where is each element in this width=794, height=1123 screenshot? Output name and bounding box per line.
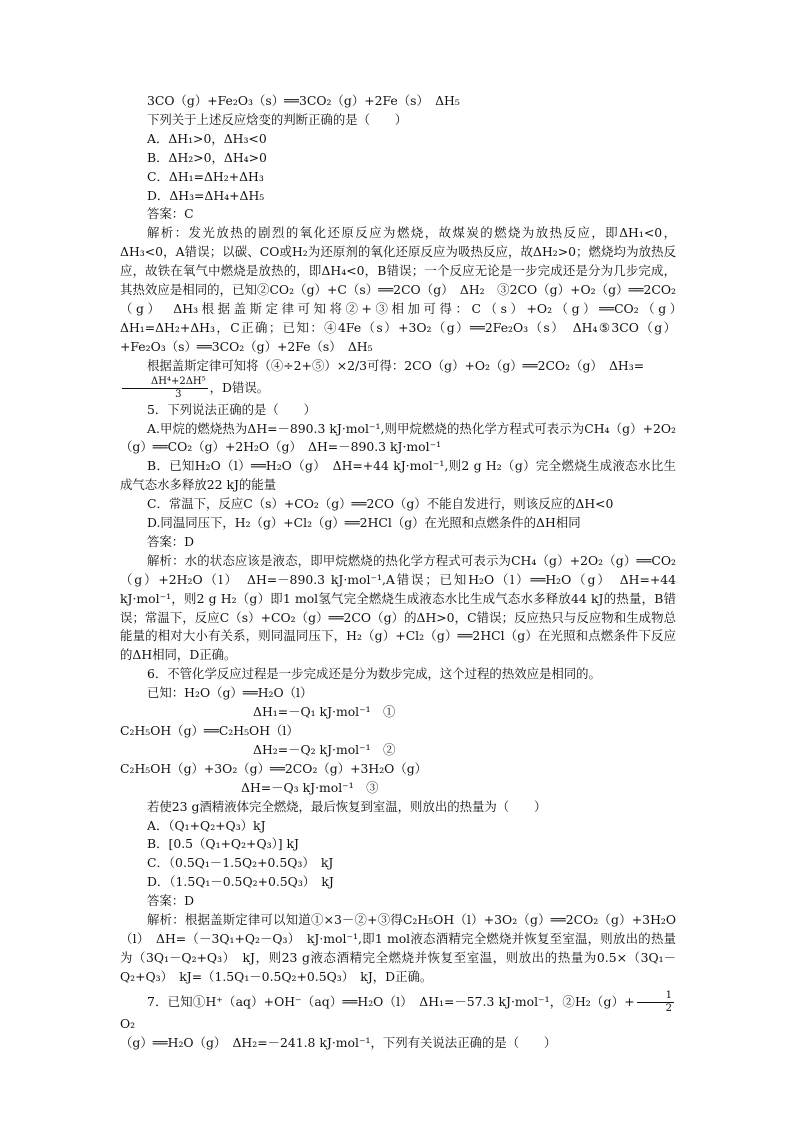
equation-line: 3CO（g）+Fe₂O₃（s）══3CO₂（g）+2Fe（s） ΔH₅ [147,93,460,108]
q6-option-a: A．（Q₁+Q₂+Q₃）kJ [147,817,266,833]
q5-option-c: C．常温下，反应C（s）+CO₂（g）══2CO（g）不能自发进行，则该反应的ΔH<0 [147,496,614,512]
option-b: B．ΔH₂>0，ΔH₄>0 [147,149,267,165]
q7-oxygen: O₂ [120,1015,136,1031]
fraction [122,376,208,401]
q7-text: 7．已知①H⁺（aq）+OH⁻（aq）══H₂O（l） ΔH₁=－57.3 kJ·mol⁻¹，②H₂（g）+ [147,993,635,1009]
q6-explanation: 解析：根据盖斯定律可以知道①×3－②+③得C₂H₅OH（l）+3O₂（g）══2CO₂（g）+3H₂O（l） ΔH=（－3Q₁+Q₂－Q₃） kJ·mol⁻¹,即1 mol液态酒精完全燃烧并恢复至室温，则放出的热量为（3Q₁－Q₂+Q₃） kJ，则23 g液态酒精完全燃烧并恢复至室温，则放出的热量为0.5×（3Q₁－Q₂+Q₃） kJ=（1.5Q₁－0.5Q₂+0.5Q₃） kJ，D正确。 [120,912,676,984]
q6-answer: 答案：D [147,893,195,909]
half-numerator: 1 [637,990,674,1003]
option-a: A．ΔH₁>0，ΔH₃<0 [147,130,267,146]
q6-option-b: B．[0.5（Q₁+Q₂+Q₃）] kJ [147,836,300,852]
half-denominator: 2 [665,1002,672,1014]
q6-enthalpy-3: ΔH=－Q₃ kJ·mol⁻¹ ③ [241,779,379,795]
fraction-numerator: ΔH⁴+2ΔH⁵ [122,376,208,389]
q6-known: 已知：H₂O（g）══H₂O（l） [147,685,313,701]
q7-text-continued: （g）══H₂O（g） ΔH₂=－241.8 kJ·mol⁻¹，下列有关说法正确的是（ ） [120,1034,557,1050]
explanation: 解析：发光放热的剧烈的氧化还原反应为燃烧，故煤炭的燃烧为放热反应，即ΔH₁<0，ΔH₃<0，A错误；以碳、CO或H₂为还原剂的氧化还原反应为吸热反应，故ΔH₂>0；燃烧均为放热反应，故铁在氧气中燃烧是放热的，即ΔH₄<0，B错误；一个反应无论是一步完成还是分为几步完成，其热效应是相同的，已知②CO₂（g）+C（s）══2CO（g） ΔH₂ ③2CO（g）+O₂（g）══2CO₂（g） ΔH₃根据盖斯定律可知将②+③相加可得：C（s）+O₂（g）══CO₂（g） ΔH₁=ΔH₂+ΔH₃，C正确；已知：④4Fe（s）+3O₂（g）══2Fe₂O₃（s） ΔH₄⑤3CO（g）+Fe₂O₃（s）══3CO₂（g）+2Fe（s） ΔH₅ [120,225,689,354]
answer: 答案：C [147,206,194,222]
q6-option-d: D．（1.5Q₁－0.5Q₂+0.5Q₃） kJ [147,874,334,890]
question-7 [120,990,676,1053]
q6-option-c: C．（0.5Q₁－1.5Q₂+0.5Q₃） kJ [147,855,334,871]
option-d: D．ΔH₃=ΔH₄+ΔH₅ [147,187,265,203]
question-5: 5．下列说法正确的是（ ） [147,401,316,417]
q5-option-d: D.同温同压下，H₂（g）+Cl₂（g）══2HCl（g）在光照和点燃条件的ΔH相同 [147,515,581,531]
question-6: 6．不管化学反应过程是一步完成还是分为数步完成，这个过程的热效应是相同的。 [147,666,601,682]
fraction-half [637,990,674,1015]
question-stem: 下列关于上述反应焓变的判断正确的是（ ） [147,111,408,127]
q6-enthalpy-1: ΔH₁=－Q₁ kJ·mol⁻¹ ① [253,704,396,720]
q6-stem: 若使23 g酒精液体完全燃烧，最后恢复到室温，则放出的热量为（ ） [147,798,547,814]
q5-option-a: A.甲烷的燃烧热为ΔH=－890.3 kJ·mol⁻¹,则甲烷燃烧的热化学方程式可表示为CH₄（g）+2O₂（g）══CO₂（g）+2H₂O（g） ΔH=－890.3 kJ·mol⁻¹ [120,420,676,455]
q5-explanation: 解析：水的状态应该是液态，即甲烷燃烧的热化学方程式可表示为CH₄（g）+2O₂（g）══CO₂（g）+2H₂O（l） ΔH=－890.3 kJ·mol⁻¹,A错误；已知H₂O（l）══H₂O（g） ΔH=+44 kJ·mol⁻¹，则2 g H₂（g）即1 mol氢气完全燃烧生成液态水比生成气态水多释放44 kJ的热量，B错误；常温下，反应C（s）+CO₂（g）══2CO（g）的ΔH>0，C错误；反应热只与反应物和生成物总能量的相对大小有关系，则同温同压下，H₂（g）+Cl₂（g）══2HCl（g）在光照和点燃条件下反应的ΔH相同，D正确。 [120,552,676,663]
q6-reaction-2: C₂H₅OH（g）══C₂H₅OH（l） [120,723,299,738]
fraction-denominator: 3 [175,388,182,400]
q5-answer: 答案：D [147,533,195,549]
q6-enthalpy-2: ΔH₂=－Q₂ kJ·mol⁻¹ ② [253,741,396,757]
q6-reaction-3: C₂H₅OH（g）+3O₂（g）══2CO₂（g）+3H₂O（g） [120,760,428,776]
explanation-end: ，D错误。 [209,379,270,395]
option-c: C．ΔH₁=ΔH₂+ΔH₃ [147,168,264,184]
explanation-text: 根据盖斯定律可知将（④÷2+⑤）×2/3可得：2CO（g）+O₂（g）══2CO₂（g） ΔH₃= [147,357,645,373]
document-body [120,92,689,1053]
explanation-continued [120,357,676,401]
q5-option-b: B．已知H₂O（l）══H₂O（g） ΔH=+44 kJ·mol⁻¹,则2 g H₂（g）完全燃烧生成液态水比生成气态水多释放22 kJ的能量 [120,458,676,493]
